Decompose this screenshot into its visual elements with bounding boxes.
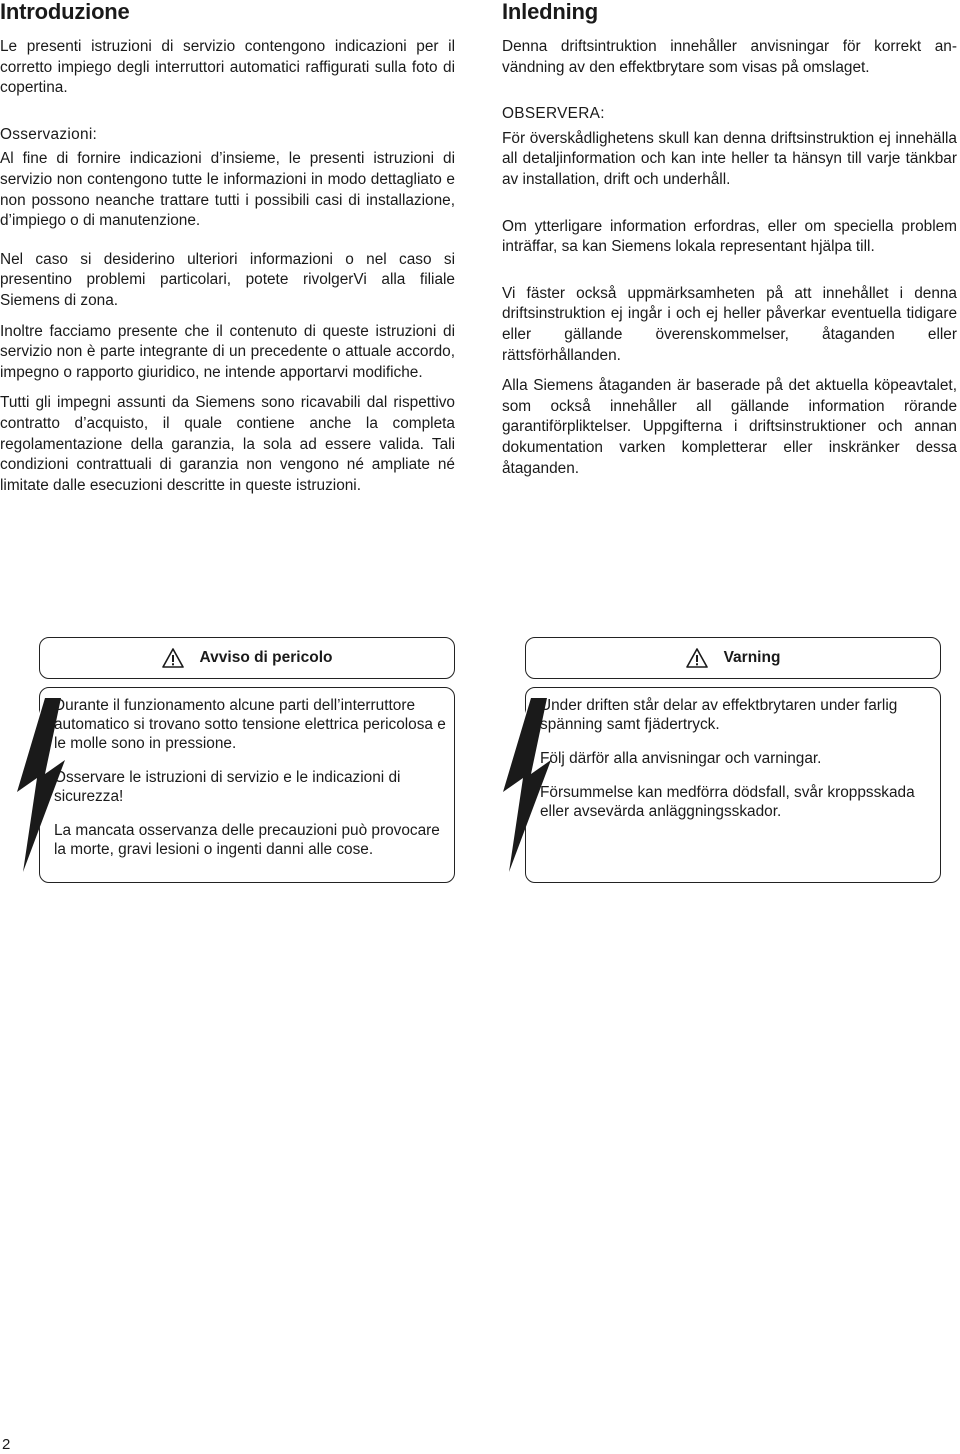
note-paragraph-4-it: Tutti gli impegni assunti da Siemens sono ricavabili dal rispettivo contratto d’acquisto, il quale contiene anche la completa regolamentazione della garanzia, la sola ad essere valida. Tali condizioni contrattuali di garanzia non vengono né ampliate né limitate dalle esecuzioni descritte in queste istruzioni. xyxy=(0,394,455,494)
warning-header-it xyxy=(39,637,455,679)
note-paragraph-2-it: Nel caso si desiderino ulteriori informazioni o nel caso si presentino problemi particolari, potete rivolgerVi alla filiale Siemens di zona. xyxy=(0,250,455,309)
page-number: 2 xyxy=(2,1436,11,1453)
note-paragraph-1-it: Al fine di fornire indicazioni d’insieme, le presenti istruzioni di servizio non contengono tutte le informazioni in modo dettagliato e non possono neanche trattare tutti i possibili casi di installazione, d’impiego o di manutenzione. xyxy=(0,150,455,230)
warning-triangle-icon xyxy=(162,648,184,668)
note-paragraph-4-sv: Alla Siemens åtaganden är baserade på det aktuella köpeavtalet, som också innehåller all gällande information rörande garantiförpliktelser. Uppgifterna i driftsinstruktioner och annan dokumentation varken kompletterar eller inskränker dessa åtaganden. xyxy=(502,377,957,477)
warning-triangle-icon xyxy=(686,648,708,668)
heading-inledning: Inledning xyxy=(502,0,598,24)
warning-text-sv xyxy=(540,696,932,821)
heading-introduzione: Introduzione xyxy=(0,0,130,24)
warning-paragraph-2-it: Osservare le istruzioni di servizio e le indicazioni di sicurezza! xyxy=(54,769,401,805)
warning-paragraph-2-sv: Följ därför alla anvisningar och varningar. xyxy=(540,750,822,767)
intro-paragraph-it: Le presenti istruzioni di servizio contengono indicazioni per il corretto impiego degli interruttori automatici raffigurati sulla foto di copertina. xyxy=(0,38,455,97)
warning-box-sv xyxy=(525,637,941,883)
warning-title-sv: Varning xyxy=(723,649,781,666)
note-title-sv: OBSERVERA: xyxy=(502,105,605,123)
warning-paragraph-1-sv: Under driften står delar av effektbrytaren under farlig spänning samt fjädertryck. xyxy=(540,697,898,733)
warning-box-it xyxy=(39,637,455,883)
note-paragraph-3-sv: Vi fäster också uppmärksamheten på att innehållet i denna driftsinstruktion ej ingår i och ej heller påverkar eventuella tidigare eller gällande överenskommelser, åtaganden eller rättsförhållanden. xyxy=(502,284,957,364)
warning-text-it xyxy=(54,696,446,859)
warning-paragraph-1-it: Durante il funzionamento alcune parti dell’interruttore automatico si trovano sotto tensione elettrica pericolosa e le molle sono in pressione. xyxy=(54,697,446,752)
warning-body-sv xyxy=(525,687,941,883)
warning-paragraph-3-sv: Försummelse kan medförra dödsfall, svår kroppsskada eller avsevärda anläggningsskador. xyxy=(540,784,915,820)
swedish-column xyxy=(502,0,957,479)
note-paragraph-1-sv: För överskådlighetens skull kan denna driftsinstruktion ej innehälla all detaljinformation och kan inte heller ta hänsyn till varje tänkbar av installation, drift och underhåll. xyxy=(502,129,957,188)
warning-title-it: Avviso di pericolo xyxy=(199,649,333,666)
note-paragraph-2-sv: Om ytterligare information erfordras, eller om speciella problem inträffar, sa kan Siemens lokala representant hjälpa till. xyxy=(502,217,957,256)
note-title-it: Osservazioni: xyxy=(0,125,98,143)
warning-header-sv xyxy=(525,637,941,679)
warning-paragraph-3-it: La mancata osservanza delle precauzioni può provocare la morte, gravi lesioni o ingenti danni alle cose. xyxy=(54,822,440,858)
note-paragraph-3-it: Inoltre facciamo presente che il contenuto di queste istruzioni di servizio non è parte integrante di un precedente o attuale accordo, impegno o rapporto giuridico, ne intende apportarvi modifiche. xyxy=(0,322,455,381)
warning-body-it xyxy=(39,687,455,883)
intro-paragraph-sv: Denna driftsintruktion innehåller anvisningar för korrekt användning av den effektbrytare som visas på omslaget. xyxy=(502,38,957,76)
italian-column xyxy=(0,0,455,496)
